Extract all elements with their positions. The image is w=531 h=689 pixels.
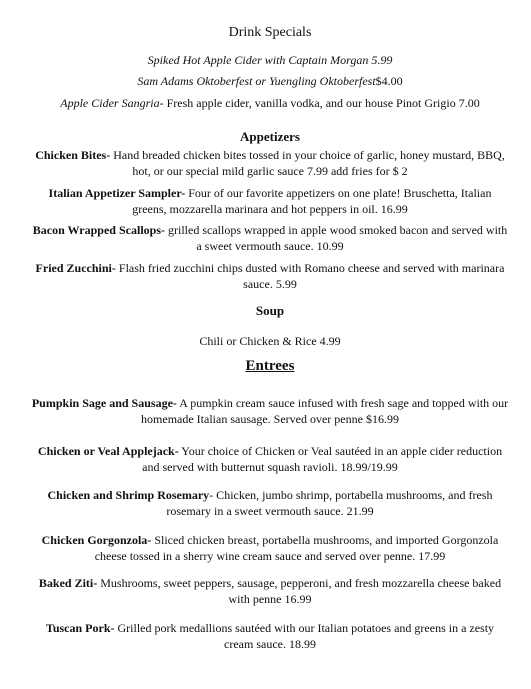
soup-item: Chili or Chicken & Rice 4.99 [199,334,341,348]
entree-item [30,443,510,475]
soup-title: Soup [255,303,285,318]
entree-name: Chicken and Shrimp Rosemary [47,488,210,502]
entree-name: Baked Ziti- [38,576,98,590]
drink-oktoberfest-price: $4.00 [375,74,403,88]
appetizer-name: Fried Zucchini- [35,261,116,275]
appetizer-item [30,147,510,179]
entree-item [30,487,510,519]
entree-desc: Your choice of Chicken or Veal sautéed in an apple cider reduction and served with butternut squash ravioli. 18.99/19.99 [142,444,503,474]
appetizer-desc: Hand breaded chicken bites tossed in your choice of garlic, honey mustard, BBQ, hot, or our special mild garlic sauce 7.99 add fries for $ 2 [110,148,505,178]
drink-item-oktoberfest [30,73,510,89]
entree-desc: - Chicken, jumbo shrimp, portabella mushrooms, and fresh rosemary in a sweet vermouth sauce. 21.99 [166,488,493,518]
entree-item [30,575,510,607]
appetizer-desc: Flash fried zucchini chips dusted with Romano cheese and served with marinara sauce. 5.99 [115,261,505,291]
entree-item [30,532,510,564]
drink-oktoberfest-name: Sam Adams Oktoberfest or Yuengling Oktoberfest [137,74,376,88]
entree-desc: A pumpkin cream sauce infused with fresh sage and topped with our homemade Italian sausage. Served over penne $16.99 [141,396,509,426]
entree-item [30,620,510,652]
entree-name: Pumpkin Sage and Sausage- [31,396,177,410]
drink-sangria-desc: Fresh apple cider, vanilla vodka, and our house Pinot Grigio 7.00 [163,96,480,110]
entree-name: Tuscan Pork- [45,621,115,635]
entree-item [30,395,510,427]
drink-sangria-name: Apple Cider Sangria- [60,96,164,110]
entree-desc: Mushrooms, sweet peppers, sausage, pepperoni, and fresh mozzarella cheese baked with penne 16.99 [97,576,502,606]
entree-desc: Grilled pork medallions sautéed with our Italian potatoes and greens in a zesty cream sauce. 18.99 [114,621,495,651]
appetizer-item [30,185,510,217]
appetizers-title: Appetizers [240,129,300,144]
appetizer-name: Italian Appetizer Sampler- [48,186,186,200]
appetizer-item [30,222,510,254]
entree-name: Chicken Gorgonzola- [41,533,152,547]
appetizer-item [30,260,510,292]
drink-item-cider: Spiked Hot Apple Cider with Captain Morgan 5.99 [147,53,393,67]
appetizer-desc: Four of our favorite appetizers on one plate! Bruschetta, Italian greens, mozzarella marinara and hot peppers in oil. 16.99 [132,186,492,216]
entree-desc: Sliced chicken breast, portabella mushrooms, and imported Gorgonzola cheese tossed in a sherry wine cream sauce and served over penne. 17.99 [94,533,499,563]
drink-specials-title: Drink Specials [228,25,312,40]
drink-item-sangria [30,95,510,111]
appetizer-name: Bacon Wrapped Scallops- [32,223,165,237]
appetizer-desc: grilled scallops wrapped in apple wood smoked bacon and served with a sweet vermouth sauce. 10.99 [165,223,508,253]
appetizer-name: Chicken Bites- [35,148,111,162]
entree-name: Chicken or Veal Applejack- [37,444,179,458]
entrees-title: Entrees [245,358,295,374]
